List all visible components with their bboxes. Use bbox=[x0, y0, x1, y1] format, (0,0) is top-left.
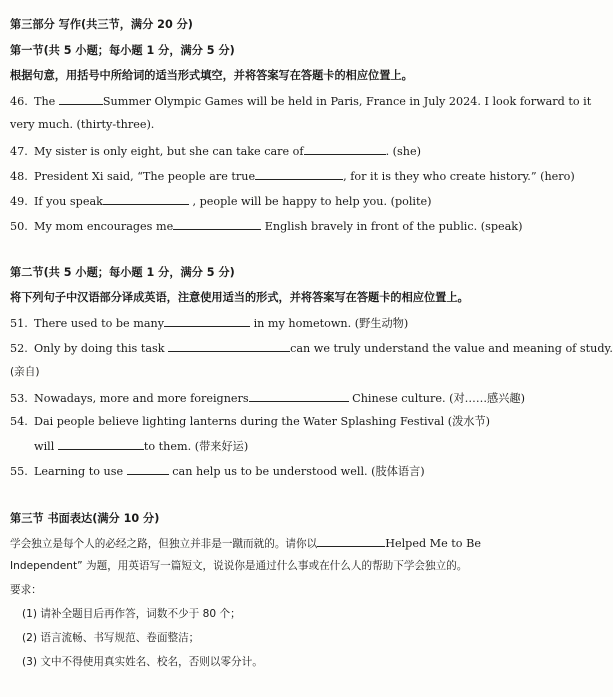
requirement-2: (2) 语言流畅、书写规范、卷面整洁； bbox=[22, 632, 200, 644]
question-46: 46. The Summer Olympic Games will be held in Paris, France in July 2024. I look forward to it bbox=[10, 95, 592, 108]
answer-blank[interactable] bbox=[127, 464, 169, 475]
section3-title: 第三节 书面表达(满分 10 分) bbox=[10, 512, 160, 525]
writing-prompt-line1: 学会独立是每个人的必经之路，但独立并非是一蹴而就的。请你以 Helped Me to Be bbox=[10, 537, 481, 550]
title-blank[interactable] bbox=[317, 536, 385, 547]
section2-instruction: 将下列句子中汉语部分译成英语，注意使用适当的形式，并将答案写在答题卡的相应位置上。 bbox=[10, 291, 469, 304]
answer-blank[interactable] bbox=[59, 94, 103, 105]
question-55: 55. Learning to use can help us to be understood well. (肢体语言) bbox=[10, 465, 425, 478]
answer-blank[interactable] bbox=[255, 169, 343, 180]
question-52-cont: (亲自) bbox=[10, 366, 40, 378]
section1-title: 第一节(共 5 小题；每小题 1 分，满分 5 分) bbox=[10, 44, 235, 57]
question-46-cont: very much. (thirty-three). bbox=[10, 118, 155, 131]
question-53: 53. Nowadays, more and more foreigners Chinese culture. (对……感兴趣) bbox=[10, 392, 525, 405]
answer-blank[interactable] bbox=[249, 391, 349, 402]
answer-blank[interactable] bbox=[58, 439, 144, 450]
requirement-1: (1) 请补全题目后再作答，词数不少于 80 个； bbox=[22, 608, 241, 620]
part3-title: 第三部分 写作(共三节，满分 20 分) bbox=[10, 18, 193, 31]
section2-title: 第二节(共 5 小题；每小题 1 分，满分 5 分) bbox=[10, 266, 235, 279]
question-52: 52. Only by doing this task can we truly understand the value and meaning of study. bbox=[10, 342, 613, 355]
answer-blank[interactable] bbox=[168, 341, 290, 352]
answer-blank[interactable] bbox=[173, 219, 261, 230]
requirements-label: 要求： bbox=[10, 584, 42, 596]
question-50: 50. My mom encourages me English bravely in front of the public. (speak) bbox=[10, 220, 523, 233]
question-47: 47. My sister is only eight, but she can take care of . (she) bbox=[10, 145, 421, 158]
writing-prompt-line2: Independent” 为题，用英语写一篇短文，说说你是通过什么事或在什么人的帮助下学会独立的。 bbox=[10, 560, 468, 572]
question-54-cont: will to them. (带来好运) bbox=[34, 440, 249, 453]
question-48: 48. President Xi said, “The people are true , for it is they who create history.” (hero) bbox=[10, 170, 575, 183]
answer-blank[interactable] bbox=[304, 144, 386, 155]
answer-blank[interactable] bbox=[164, 316, 250, 327]
question-51: 51. There used to be many in my hometown. (野生动物) bbox=[10, 317, 409, 330]
section1-instruction: 根据句意，用括号中所给词的适当形式填空，并将答案写在答题卡的相应位置上。 bbox=[10, 69, 413, 82]
question-54: 54. Dai people believe lighting lanterns during the Water Splashing Festival (泼水节) bbox=[10, 415, 491, 428]
question-49: 49. If you speak , people will be happy to help you. (polite) bbox=[10, 195, 432, 208]
answer-blank[interactable] bbox=[103, 194, 189, 205]
requirement-3: (3) 文中不得使用真实姓名、校名，否则以零分计。 bbox=[22, 656, 263, 668]
